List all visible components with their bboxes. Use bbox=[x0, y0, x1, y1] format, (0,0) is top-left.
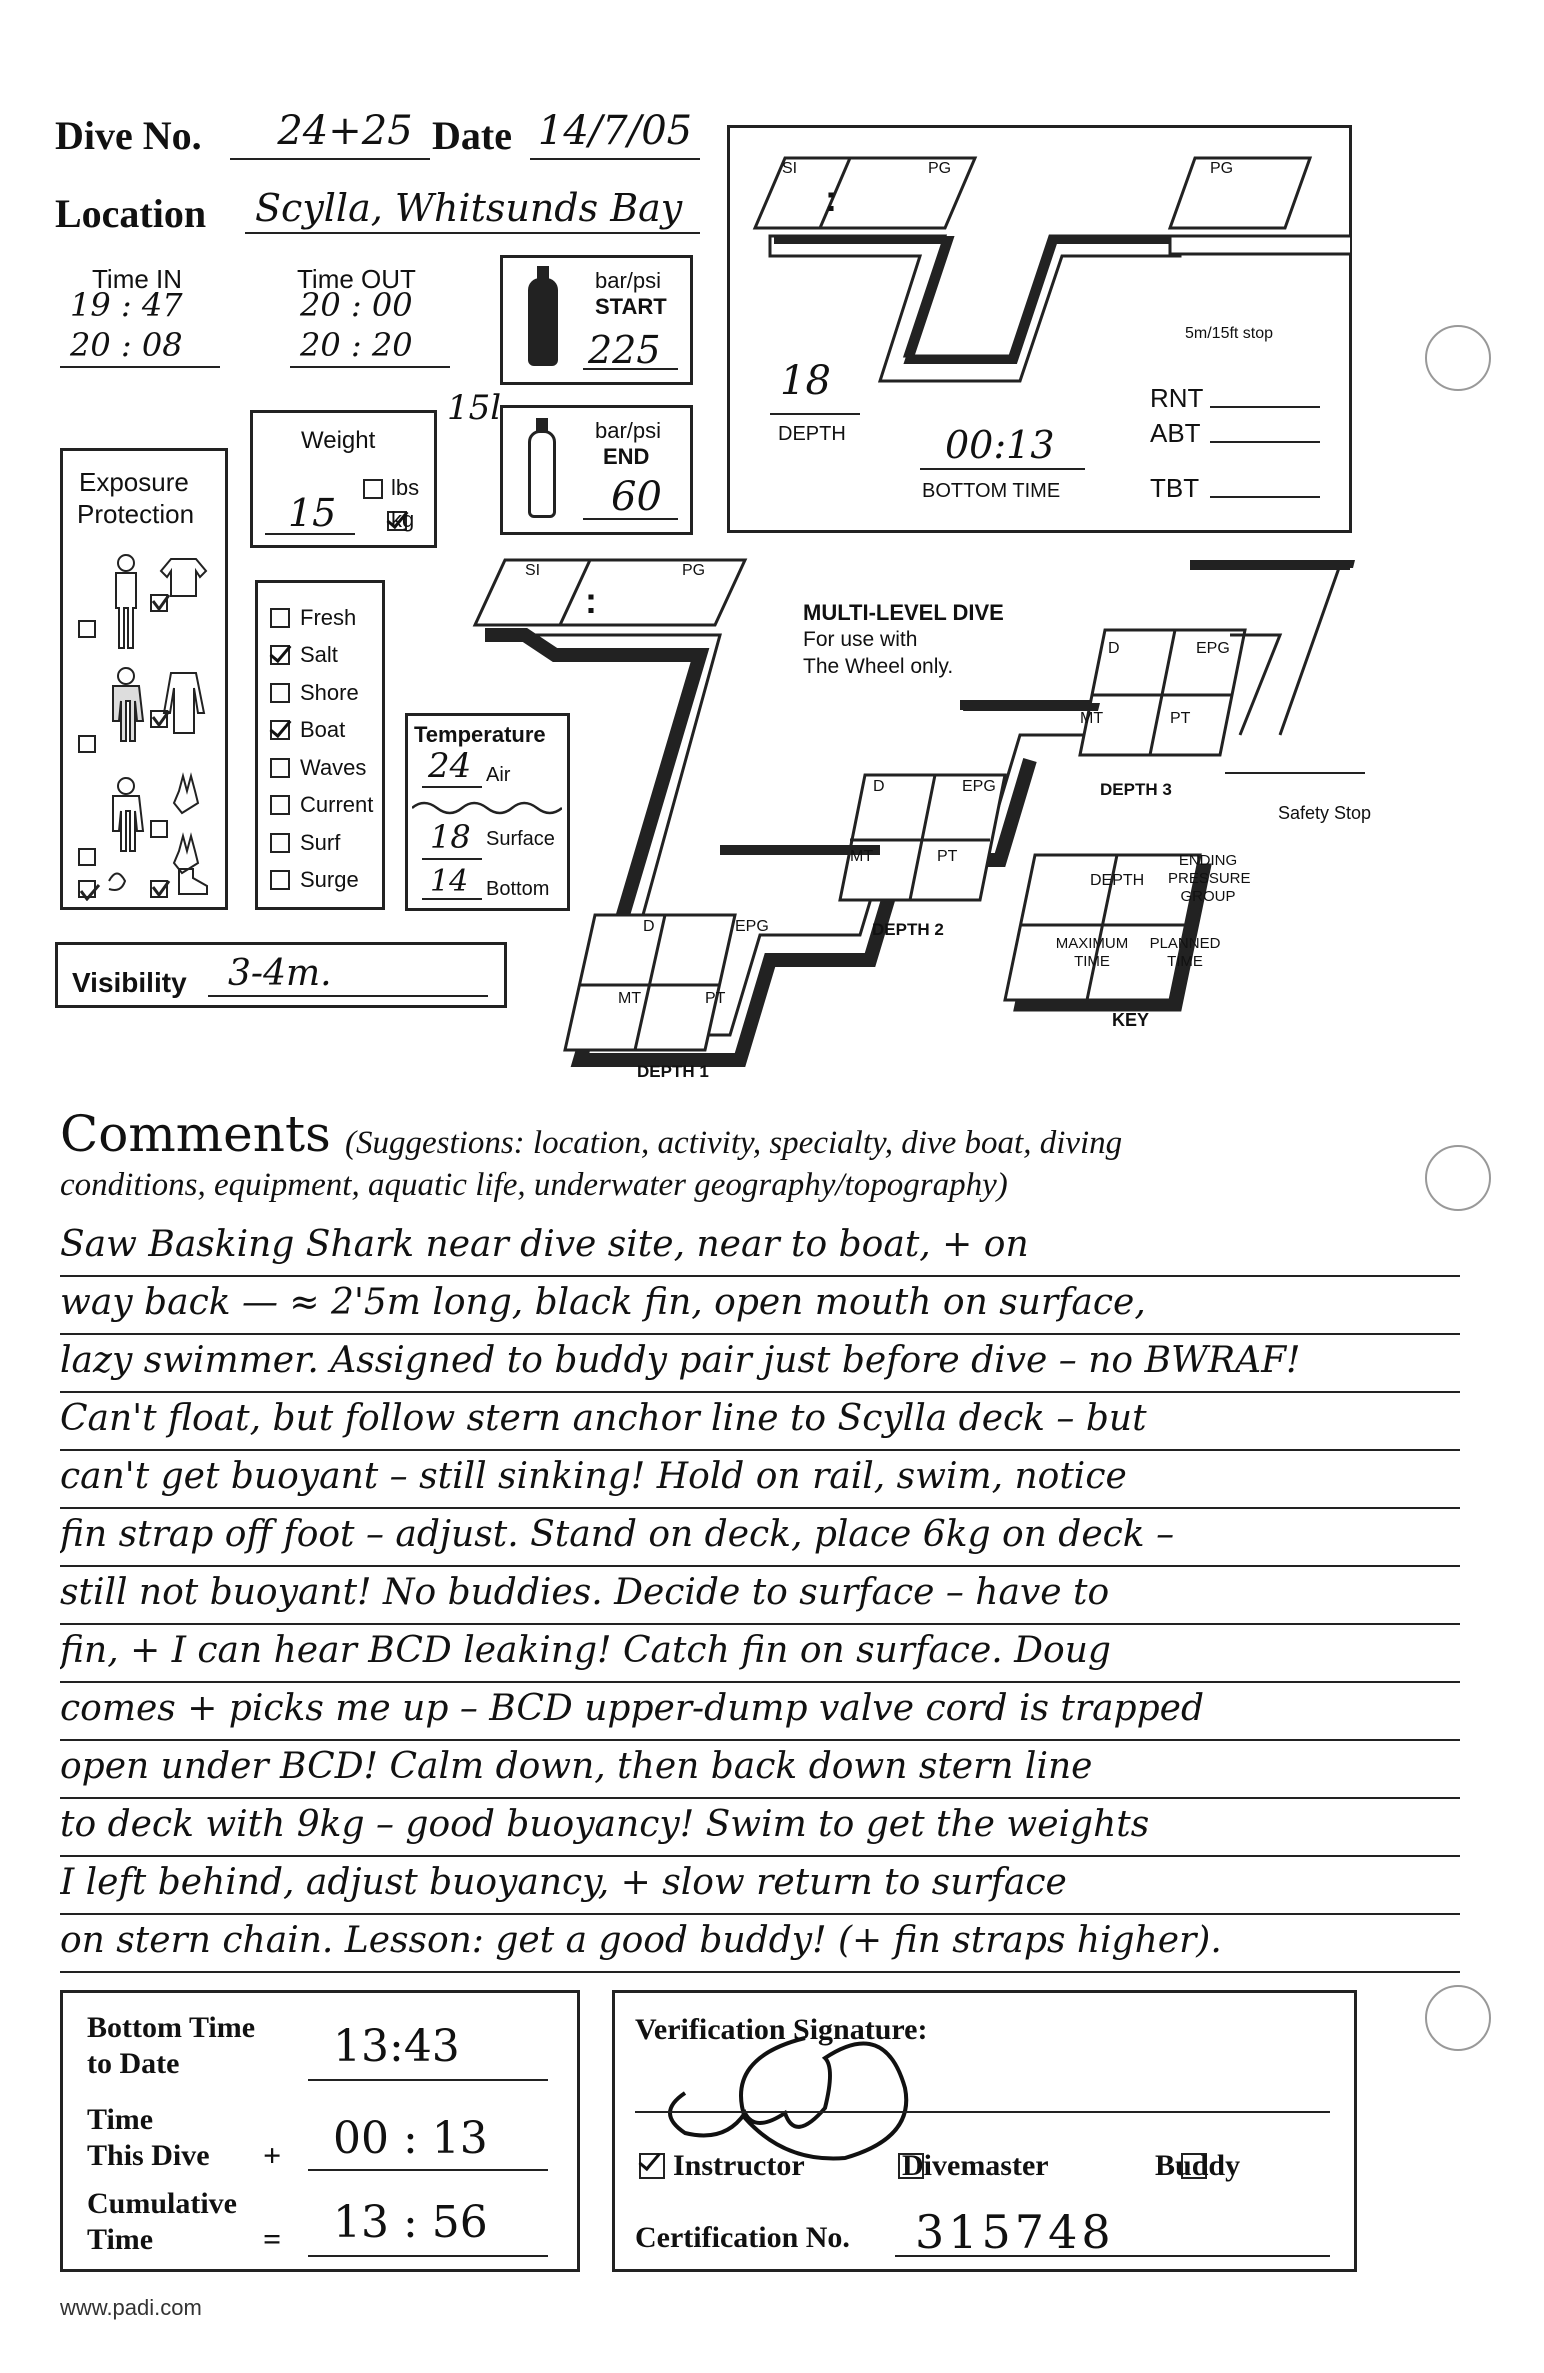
location-value[interactable]: Scylla, Whitsunds Bay bbox=[255, 186, 683, 230]
time-out-label: Time OUT bbox=[297, 264, 416, 294]
d3-pt-label: PT bbox=[1170, 710, 1191, 727]
air-temp-value[interactable]: 24 bbox=[428, 746, 472, 786]
comments-suggestions-1: (Suggestions: location, activity, specialty, dive boat, diving bbox=[345, 1125, 1123, 1161]
environment-list bbox=[270, 599, 373, 899]
location-line bbox=[245, 232, 700, 234]
comment-line[interactable]: I left behind, adjust buoyancy, + slow return to surface bbox=[60, 1853, 1460, 1915]
cert-label: Certification No. bbox=[635, 2221, 850, 2254]
time-in-value-2[interactable]: 20 : 08 bbox=[70, 326, 183, 364]
key-depth-label: DEPTH bbox=[1090, 872, 1145, 889]
totals-box bbox=[60, 1990, 580, 2272]
swimsuit-body-icon bbox=[116, 573, 136, 648]
exposure-suit-icons bbox=[71, 551, 221, 901]
environment-checkbox[interactable] bbox=[270, 645, 290, 665]
lbs-label: lbs bbox=[391, 475, 420, 500]
location-label: Location bbox=[55, 191, 207, 236]
comment-line[interactable]: comes + picks me up – BCD upper-dump valve cord is trapped bbox=[60, 1679, 1460, 1741]
start-line bbox=[583, 368, 678, 370]
environment-item[interactable] bbox=[270, 862, 373, 900]
date-line bbox=[530, 158, 700, 160]
environment-label: Current bbox=[300, 792, 374, 818]
end-value[interactable]: 60 bbox=[611, 474, 662, 520]
bottom-time-line bbox=[308, 2079, 548, 2081]
temperature-label: Temperature bbox=[414, 722, 546, 747]
environment-checkbox[interactable] bbox=[270, 833, 290, 853]
bottom-temp-value[interactable]: 14 bbox=[430, 864, 469, 899]
visibility-line bbox=[208, 995, 488, 997]
comment-line[interactable]: Saw Basking Shark near dive site, near to boat, + on bbox=[60, 1215, 1460, 1277]
footer-url: www.padi.com bbox=[60, 2295, 202, 2320]
profile-depth-label: DEPTH bbox=[778, 423, 846, 445]
exposure-label-2: Protection bbox=[77, 499, 195, 529]
depth3-label: DEPTH 3 bbox=[1100, 780, 1172, 799]
exposure-box bbox=[60, 448, 228, 910]
depth1-label: DEPTH 1 bbox=[637, 1062, 709, 1081]
environment-checkbox[interactable] bbox=[270, 870, 290, 890]
glove-icon bbox=[174, 776, 198, 813]
cert-line bbox=[895, 2255, 1330, 2257]
tank-empty-icon bbox=[528, 430, 556, 518]
exposure-cb-1 bbox=[79, 621, 95, 637]
key-pt-label: PLANNED TIME bbox=[1149, 935, 1221, 970]
exposure-label-1: Exposure bbox=[79, 467, 189, 497]
tank-full-icon bbox=[528, 278, 558, 366]
comment-line[interactable]: fin, + I can hear BCD leaking! Catch fin on surface. Doug bbox=[60, 1621, 1460, 1683]
d2-pt-label: PT bbox=[937, 848, 958, 865]
key-mt-label: MAXIMUM TIME bbox=[1055, 935, 1129, 970]
time-in-line bbox=[60, 366, 220, 368]
end-pressure-box bbox=[500, 405, 693, 535]
safety-stop-label: Safety Stop bbox=[1278, 803, 1372, 823]
end-pg-box bbox=[1170, 158, 1310, 228]
comment-line[interactable]: can't get buoyant – still sinking! Hold on rail, swim, notice bbox=[60, 1447, 1460, 1509]
profile-depth-value[interactable]: 18 bbox=[780, 358, 831, 404]
ml-pg-text: PG bbox=[682, 562, 706, 579]
environment-label: Surf bbox=[300, 829, 341, 855]
environment-label: Salt bbox=[300, 642, 338, 668]
d1-d-label: D bbox=[643, 918, 655, 935]
abt-label: ABT bbox=[1150, 418, 1201, 448]
depth2-label: DEPTH 2 bbox=[872, 920, 944, 939]
key-epg-label: ENDING PRESSURE GROUP bbox=[1168, 852, 1251, 905]
environment-item[interactable] bbox=[270, 599, 373, 637]
date-value[interactable]: 14/7/05 bbox=[537, 108, 693, 154]
comment-line[interactable]: fin strap off foot – adjust. Stand on deck, place 6kg on deck – bbox=[60, 1505, 1460, 1567]
end-unit-label: bar/psi bbox=[595, 418, 662, 443]
buddy-label: Buddy bbox=[1155, 2149, 1241, 2182]
instructor-checkbox[interactable] bbox=[639, 2153, 665, 2179]
dive-no-line bbox=[230, 158, 430, 160]
environment-label: Surge bbox=[300, 867, 359, 893]
cumulative-value[interactable]: 13 : 56 bbox=[333, 2197, 488, 2248]
weight-label: Weight bbox=[301, 427, 376, 454]
d2-d-label: D bbox=[873, 778, 885, 795]
cumulative-label-1: Cumulative bbox=[87, 2187, 237, 2220]
shorty-suit-icon bbox=[161, 559, 206, 596]
d3-epg-label: EPG bbox=[1196, 640, 1230, 657]
environment-box bbox=[255, 580, 385, 910]
divemaster-label: Divemaster bbox=[902, 2149, 1049, 2182]
surface-temp-label: Surface bbox=[486, 828, 555, 850]
air-temp-label: Air bbox=[486, 764, 511, 786]
environment-item[interactable] bbox=[270, 787, 373, 825]
visibility-label: Visibility bbox=[72, 967, 187, 998]
binder-hole-bottom bbox=[1425, 1985, 1491, 2051]
ml-si-sep: : bbox=[585, 580, 597, 621]
weight-box bbox=[250, 410, 437, 548]
environment-item[interactable] bbox=[270, 637, 373, 675]
environment-label: Fresh bbox=[300, 604, 357, 630]
tbt-line bbox=[1210, 496, 1320, 498]
comment-line[interactable]: Can't float, but follow stern anchor line to Scylla deck – but bbox=[60, 1389, 1460, 1451]
lbs-checkbox[interactable] bbox=[363, 479, 383, 499]
profile-si-sep: : bbox=[825, 178, 837, 219]
environment-item[interactable] bbox=[270, 749, 373, 787]
environment-label: Waves bbox=[300, 754, 367, 780]
comment-line[interactable]: on stern chain. Lesson: get a good buddy! (+ fin straps higher). bbox=[60, 1911, 1460, 1973]
visibility-value[interactable]: 3-4m. bbox=[228, 953, 332, 994]
kg-label: kg bbox=[391, 507, 415, 532]
comment-line[interactable]: open under BCD! Calm down, then back down stern line bbox=[60, 1737, 1460, 1799]
time-out-value-2[interactable]: 20 : 20 bbox=[300, 326, 413, 364]
binder-hole-middle bbox=[1425, 1145, 1491, 1211]
plus-sign: + bbox=[263, 2137, 282, 2173]
environment-checkbox[interactable] bbox=[270, 608, 290, 628]
start-label: START bbox=[595, 294, 667, 319]
comment-line[interactable]: still not buoyant! No buddies. Decide to surface – have to bbox=[60, 1563, 1460, 1625]
this-dive-line bbox=[308, 2169, 548, 2171]
environment-item[interactable] bbox=[270, 674, 373, 712]
comments-suggestions-2: conditions, equipment, aquatic life, underwater geography/topography) bbox=[60, 1167, 1008, 1203]
binder-hole-top bbox=[1425, 325, 1491, 391]
ml-title: MULTI-LEVEL DIVE bbox=[803, 600, 1004, 625]
d1-pt-label: PT bbox=[705, 990, 726, 1007]
bottom-temp-label: Bottom bbox=[486, 878, 550, 900]
multilevel-dive-diagram bbox=[470, 555, 1370, 1110]
rnt-label: RNT bbox=[1150, 383, 1204, 413]
start-pressure-box bbox=[500, 255, 693, 385]
key-title: KEY bbox=[1112, 1010, 1150, 1030]
this-dive-value[interactable]: 00 : 13 bbox=[333, 2113, 488, 2164]
signature-line bbox=[635, 2111, 1330, 2113]
this-dive-label-1: Time bbox=[87, 2103, 154, 2136]
ml-si-text: SI bbox=[525, 562, 541, 579]
equals-sign: = bbox=[263, 2221, 282, 2257]
d2-epg-label: EPG bbox=[962, 778, 996, 795]
abt-line bbox=[1210, 441, 1320, 443]
bottom-time-label-1: Bottom Time bbox=[87, 2011, 256, 2044]
weight-value[interactable]: 15 bbox=[288, 491, 337, 535]
start-unit-label: bar/psi bbox=[595, 268, 662, 293]
d1-mt-label: MT bbox=[618, 990, 642, 1007]
d3-mt-label: MT bbox=[1080, 710, 1104, 727]
environment-item[interactable] bbox=[270, 824, 373, 862]
dive-no-value[interactable]: 24+25 bbox=[277, 108, 413, 154]
instructor-label: Instructor bbox=[673, 2149, 805, 2182]
date-label: Date bbox=[432, 113, 512, 158]
environment-checkbox[interactable] bbox=[270, 720, 290, 740]
cumulative-line bbox=[308, 2255, 548, 2257]
rnt-line bbox=[1210, 406, 1320, 408]
profile-depth-line bbox=[770, 413, 860, 415]
profile-si-label: SI bbox=[782, 160, 798, 177]
tank-empty-valve bbox=[536, 418, 548, 432]
comment-line[interactable]: lazy swimmer. Assigned to buddy pair just before dive – no BWRAF! bbox=[60, 1331, 1460, 1393]
tank-note: 15l bbox=[447, 388, 502, 428]
profile-pg-label: PG bbox=[928, 160, 952, 177]
environment-checkbox[interactable] bbox=[270, 683, 290, 703]
ml-subtitle-2: The Wheel only. bbox=[803, 655, 954, 678]
dive-no-label: Dive No. bbox=[55, 113, 202, 158]
verification-box bbox=[612, 1990, 1357, 2272]
time-in-value-1[interactable]: 19 : 47 bbox=[70, 286, 183, 324]
time-out-value-1[interactable]: 20 : 00 bbox=[300, 286, 413, 324]
tbt-label: TBT bbox=[1150, 473, 1200, 503]
profile-bottom-time-label: BOTTOM TIME bbox=[922, 480, 1061, 502]
tank-full-valve bbox=[537, 266, 549, 280]
environment-label: Boat bbox=[300, 717, 346, 743]
time-out-line bbox=[290, 366, 450, 368]
d3-d-label: D bbox=[1108, 640, 1120, 657]
profile-end-pg-label: PG bbox=[1210, 160, 1234, 177]
comments-title: Comments bbox=[60, 1105, 331, 1163]
dive-profile-box bbox=[727, 125, 1352, 533]
end-label: END bbox=[603, 444, 650, 469]
environment-label: Shore bbox=[300, 679, 359, 705]
comment-line[interactable]: way back — ≈ 2'5m long, black fin, open mouth on surface, bbox=[60, 1273, 1460, 1335]
ml-subtitle-1: For use with bbox=[803, 628, 918, 651]
environment-item[interactable] bbox=[270, 712, 373, 750]
this-dive-label-2: This Dive bbox=[87, 2139, 210, 2172]
d2-mt-label: MT bbox=[850, 848, 874, 865]
profile-bottom-time-value[interactable]: 00:13 bbox=[945, 423, 1055, 467]
comment-line[interactable]: to deck with 9kg – good buoyancy! Swim to get the weights bbox=[60, 1795, 1460, 1857]
cumulative-label-2: Time bbox=[87, 2223, 154, 2256]
verification-signature-label: Verification Signature: bbox=[635, 2013, 928, 2046]
visibility-box bbox=[55, 942, 507, 1008]
bottom-time-label-2: to Date bbox=[87, 2047, 180, 2080]
time-in-label: Time IN bbox=[92, 264, 183, 294]
environment-checkbox[interactable] bbox=[270, 795, 290, 815]
environment-checkbox[interactable] bbox=[270, 758, 290, 778]
weight-line bbox=[265, 533, 355, 535]
cert-value[interactable]: 315748 bbox=[915, 2205, 1115, 2259]
d1-epg-label: EPG bbox=[735, 918, 769, 935]
surface-temp-value[interactable]: 18 bbox=[430, 818, 471, 856]
profile-stop-label: 5m/15ft stop bbox=[1185, 325, 1274, 342]
hood-icon bbox=[109, 874, 125, 891]
person-icon bbox=[118, 555, 134, 571]
bottom-time-value[interactable]: 13:43 bbox=[333, 2021, 460, 2072]
start-value[interactable]: 225 bbox=[588, 328, 661, 372]
profile-bottom-time-line bbox=[920, 468, 1085, 470]
end-line bbox=[583, 518, 678, 520]
